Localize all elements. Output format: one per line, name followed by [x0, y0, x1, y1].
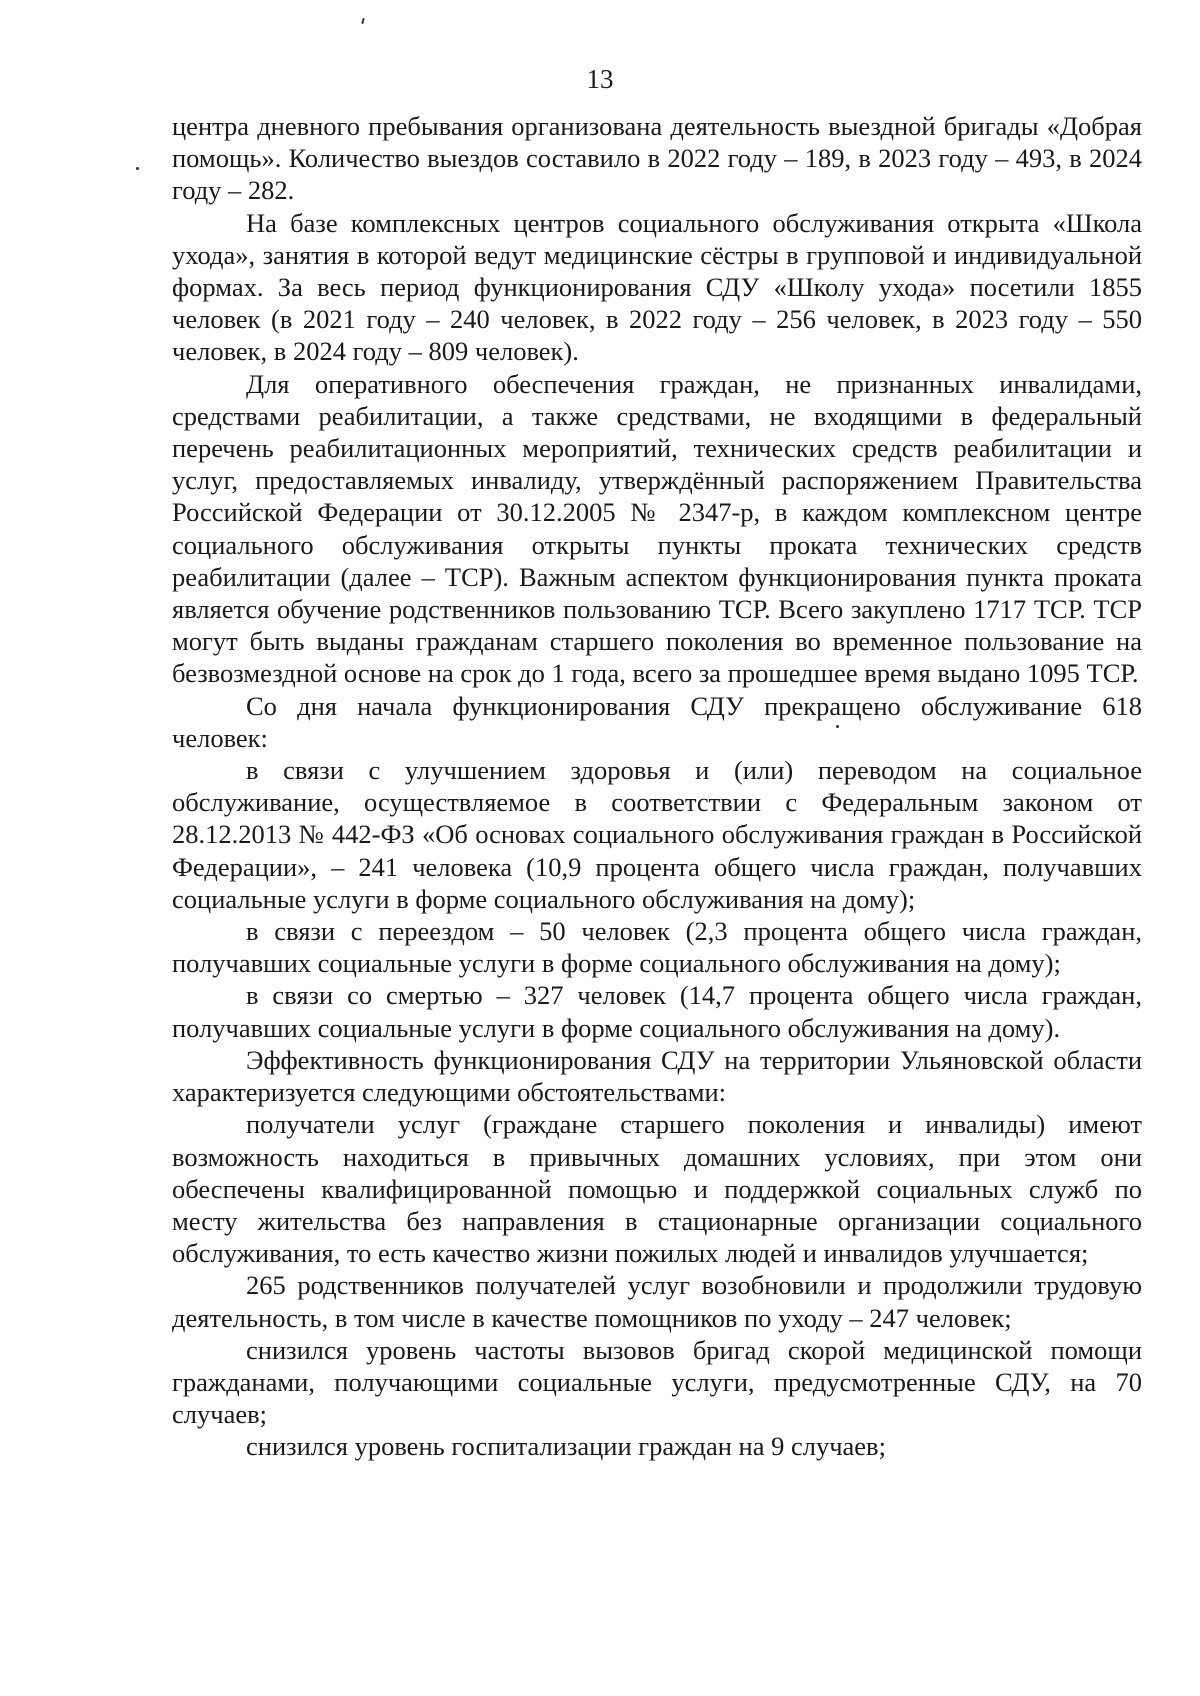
paragraph-care-school: На базе комплексных центров социального обслуживания открыта «Школа ухода», занятия в которой ведут медицинские сёстры в групповой и индивидуальной формах. За весь период функционирования СДУ «Школу ухода» посетили 1855 человек (в 2021 году – 240 человек, в 2022 году – 256 человек, в 2023 году – 550 человек, в 2024 году – 809 человек).: [172, 207, 1142, 367]
list-item-relatives-work: 265 родственников получателей услуг возобновили и продолжили трудовую деятельность, в том числе в качестве помощников по уходу – 247 человек;: [172, 1270, 1142, 1333]
list-item-relocation: в связи с переездом – 50 человек (2,3 процента общего числа граждан, получавших социальные услуги в форме социального обслуживания на дому);: [172, 916, 1142, 979]
list-item-home-conditions: получатели услуг (граждане старшего поколения и инвалиды) имеют возможность находиться в привычных домашних условиях, при этом они обеспечены квалифицированной помощью и поддержкой социальных служб по месту жительства без направления в стационарные организации социального обслуживания, то есть качество жизни пожилых людей и инвалидов улучшается;: [172, 1109, 1142, 1269]
list-item-ambulance-calls: снизился уровень частоты вызовов бригад скорой медицинской помощи гражданами, получающими социальные услуги, предусмотренные СДУ, на 70 случаев;: [172, 1334, 1142, 1430]
list-item-death: в связи со смертью – 327 человек (14,7 процента общего числа граждан, получавших социальные услуги в форме социального обслуживания на дому).: [172, 980, 1142, 1043]
paragraph-continuation: центра дневного пребывания организована деятельность выездной бригады «Добрая помощь». Количество выездов составило в 2022 году – 189, в 2023 году – 493, в 2024 году – 282.: [172, 111, 1142, 206]
paragraph-effectiveness: Эффективность функционирования СДУ на территории Ульяновской области характеризуется следующими обстоятельствами:: [172, 1044, 1142, 1108]
document-body: [172, 110, 1142, 1463]
page-number: 13: [586, 64, 614, 94]
list-item-health-improvement: в связи с улучшением здоровья и (или) переводом на социальное обслуживание, осуществляемое в соответствии с Федеральным законом от 28.12.2013 № 442-ФЗ «Об основах социального обслуживания граждан в Российской Федерации», – 241 человека (10,9 процента общего числа граждан, получавших социальные услуги в форме социального обслуживания на дому);: [172, 755, 1142, 914]
paragraph-service-termination: Со дня начала функционирования СДУ прекращено обслуживание 618 человек:: [172, 690, 1142, 753]
scan-dot: [136, 167, 139, 170]
scan-mark: [361, 18, 364, 24]
list-item-hospitalization: снизился уровень госпитализации граждан на 9 случаев;: [246, 1431, 886, 1462]
paragraph-rehabilitation-rental: Для оперативного обеспечения граждан, не признанных инвалидами, средствами реабилитации, а также средствами, не входящими в федеральный перечень реабилитационных мероприятий, технических средств реабилитации и услуг, предоставляемых инвалиду, утверждённый распоряжением Правительства Российской Федерации от 30.12.2005 № 2347-р, в каждом комплексном центре социального обслуживания открыты пункты проката технических средств реабилитации (далее – ТСР). Важным аспектом функционирования пункта проката является обучение родственников пользованию ТСР. Всего закуплено 1717 ТСР. ТСР могут быть выданы гражданам старшего поколения во временное пользование на безвозмездной основе на срок до 1 года, всего за прошедшее время выдано 1095 ТСР.: [172, 368, 1142, 689]
